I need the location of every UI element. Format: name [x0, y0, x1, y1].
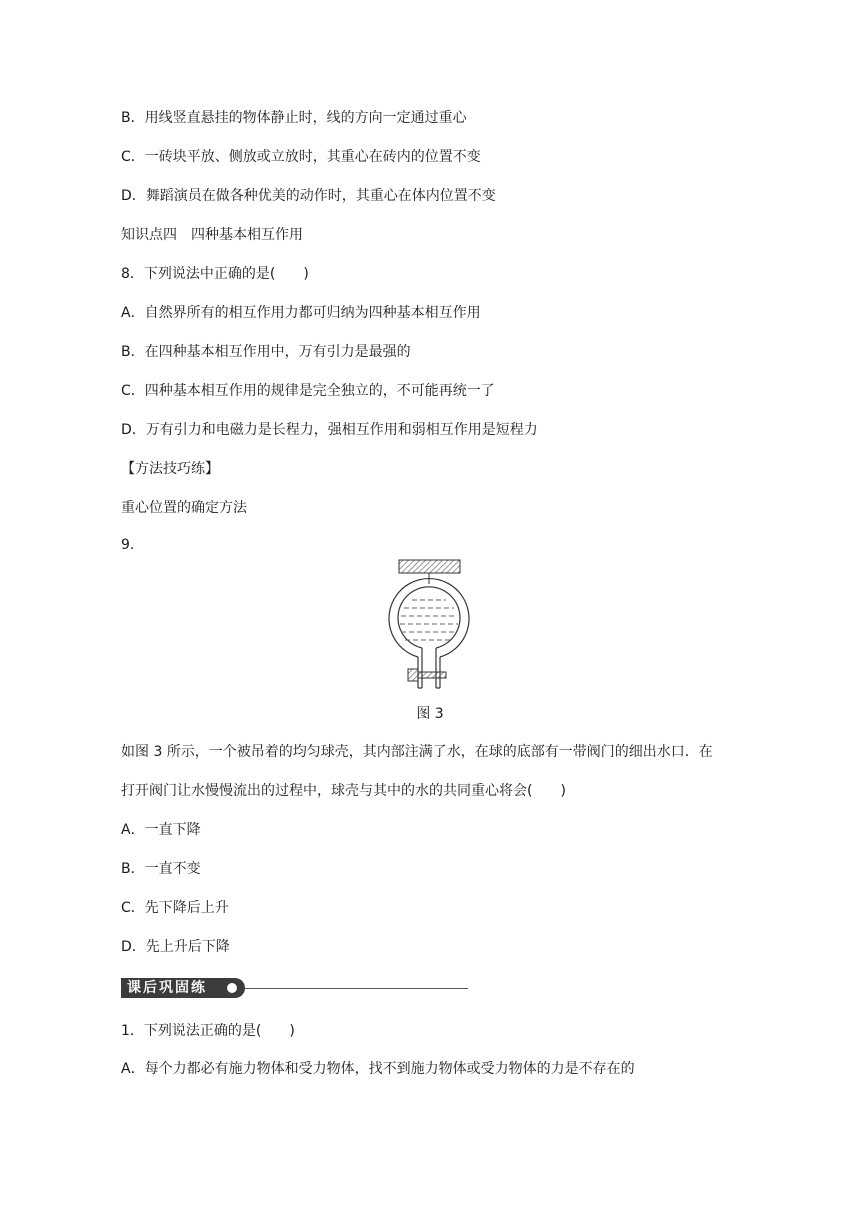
option-9b: B．一直不变 [121, 861, 201, 877]
inner-shell [398, 587, 460, 648]
question-9-line-1: 如图 3 所示，一个被吊着的均匀球壳，其内部注满了水，在球的底部有一带阀门的细出水口．在 [121, 744, 713, 760]
line-2: C．一砖块平放、侧放或立放时，其重心在砖内的位置不变 [121, 149, 481, 165]
option-9d: D．先上升后下降 [121, 939, 230, 955]
line-1: B．用线竖直悬挂的物体静止时，线的方向一定通过重心 [121, 110, 467, 126]
option-8d: D．万有引力和电磁力是长程力，强相互作用和弱相互作用是短程力 [121, 422, 538, 438]
water-dashes [400, 600, 458, 640]
question-9-line-2: 打开阀门让水慢慢流出的过程中，球壳与其中的水的共同重心将会( ) [121, 783, 566, 799]
valve-stem [418, 672, 446, 678]
ceiling-support [399, 560, 460, 573]
section-heading-4: 知识点四 四种基本相互作用 [121, 227, 303, 243]
question-1: 1．下列说法正确的是( ) [121, 1023, 295, 1039]
figure-caption: 图 3 [416, 706, 444, 722]
option-8a: A．自然界所有的相互作用力都可归纳为四种基本相互作用 [121, 305, 481, 321]
section-banner [121, 978, 245, 998]
question-8: 8．下列说法中正确的是( ) [121, 266, 309, 282]
valve-knob [408, 669, 418, 681]
option-9c: C．先下降后上升 [121, 900, 229, 916]
banner-rule [245, 988, 468, 989]
question-9-number: 9. [121, 537, 135, 553]
option-8b: B．在四种基本相互作用中，万有引力是最强的 [121, 344, 411, 360]
line-3: D．舞蹈演员在做各种优美的动作时，其重心在体内位置不变 [121, 188, 496, 204]
method-subheading: 重心位置的确定方法 [121, 500, 247, 516]
option-1a: A．每个力都必有施力物体和受力物体，找不到施力物体或受力物体的力是不存在的 [121, 1061, 635, 1077]
method-heading: 【方法技巧练】 [121, 461, 219, 477]
option-8c: C．四种基本相互作用的规律是完全独立的，不可能再统一了 [121, 383, 495, 399]
section-banner-label: 课后巩固练 [127, 980, 207, 996]
sphere-figure [384, 556, 474, 692]
option-9a: A．一直下降 [121, 822, 201, 838]
banner-dot-icon [227, 983, 237, 993]
outer-shell [389, 579, 469, 657]
